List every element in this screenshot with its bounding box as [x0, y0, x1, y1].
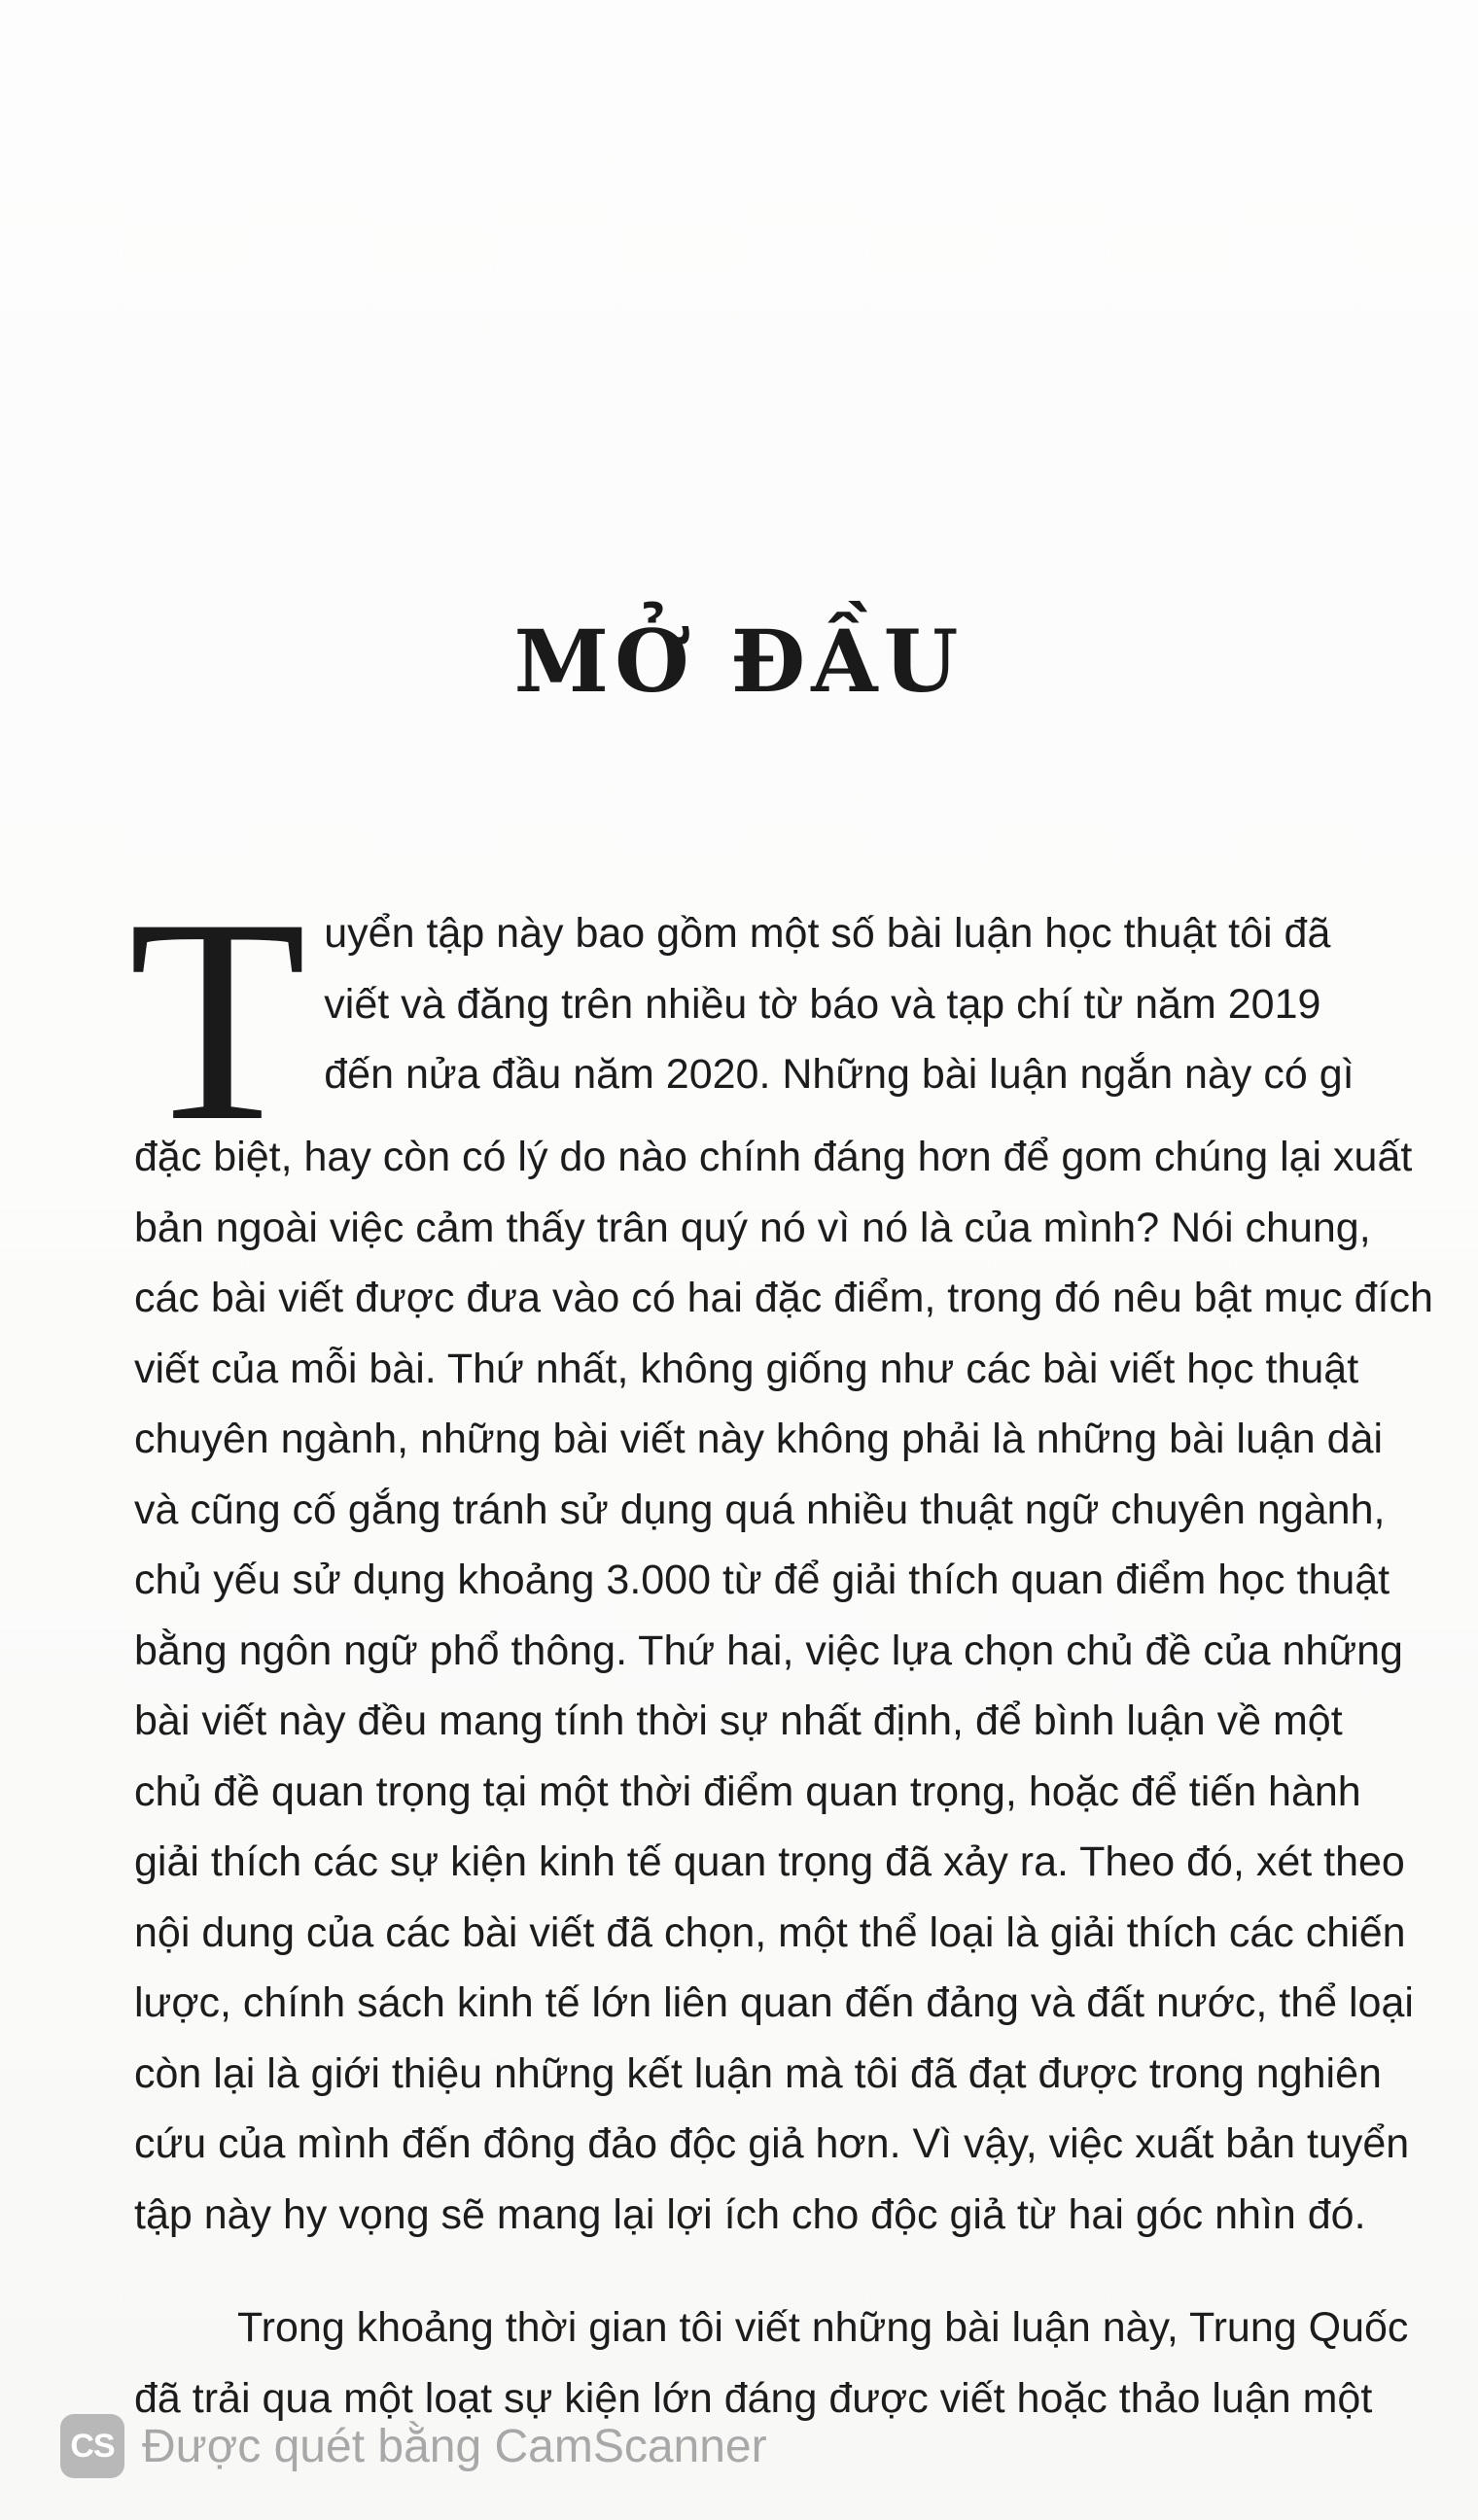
paragraph-line: đã trải qua một loạt sự kiện lớn đáng được viết hoặc thảo luận một — [134, 2374, 1373, 2422]
paragraph-line: viết của mỗi bài. Thứ nhất, không giống như các bài viết học thuật — [134, 1345, 1359, 1392]
paragraph-line: nội dung của các bài viết đã chọn, một thể loại là giải thích các chiến — [134, 1908, 1406, 1956]
paragraph-line: tập này hy vọng sẽ mang lại lợi ích cho độc giả từ hai góc nhìn đó. — [134, 2190, 1366, 2238]
paragraph-line: bài viết này đều mang tính thời sự nhất định, để bình luận về một — [134, 1698, 1343, 1744]
paragraph-line: bản ngoài việc cảm thấy trân quý nó vì nó là của mình? Nói chung, — [134, 1204, 1371, 1251]
paragraph-line: đặc biệt, hay còn có lý do nào chính đáng hơn để gom chúng lại xuất — [134, 1134, 1413, 1180]
paragraph-line: viết và đăng trên nhiều tờ báo và tạp chí từ năm 2019 — [324, 980, 1321, 1028]
paragraph-1 — [128, 858, 1433, 2250]
paragraph-line: và cũng cố gắng tránh sử dụng quá nhiều thuật ngữ chuyên ngành, — [134, 1486, 1386, 1533]
camscanner-logo-icon: CS — [60, 2414, 124, 2478]
paragraph-line: giải thích các sự kiện kinh tế quan trọng đã xảy ra. Theo đó, xét theo — [134, 1838, 1405, 1885]
paragraph-line: chủ yếu sử dụng khoảng 3.000 từ để giải thích quan điểm học thuật — [134, 1557, 1390, 1603]
paragraph-line: chuyên ngành, những bài viết này không phải là những bài luận dài — [134, 1416, 1384, 1462]
chapter-title: MỞ ĐẦU — [513, 611, 965, 712]
paragraph-line: chủ đề quan trọng tại một thời điểm quan trọng, hoặc để tiến hành — [134, 1768, 1361, 1815]
paragraph-line: bằng ngôn ngữ phổ thông. Thứ hai, việc lựa chọn chủ đề của những — [134, 1627, 1403, 1674]
drop-cap: T — [128, 858, 307, 1181]
paragraph-line: lược, chính sách kinh tế lớn liên quan đến đảng và đất nước, thể loại — [134, 1979, 1414, 2026]
camscanner-watermark — [60, 2409, 767, 2483]
paragraph-line: các bài viết được đưa vào có hai đặc điểm, trong đó nêu bật mục đích — [134, 1275, 1433, 1321]
paragraph-line: uyển tập này bao gồm một số bài luận học thuật tôi đã — [324, 910, 1331, 957]
paragraph-line: đến nửa đầu năm 2020. Những bài luận ngắn này có gì — [324, 1051, 1355, 1098]
paragraph-line: còn lại là giới thiệu những kết luận mà tôi đã đạt được trong nghiên — [134, 2049, 1382, 2097]
paragraph-line: cứu của mình đến đông đảo độc giả hơn. Vì vậy, việc xuất bản tuyển — [134, 2120, 1410, 2167]
paragraph-line: Trong khoảng thời gian tôi viết những bài luận này, Trung Quốc — [237, 2304, 1409, 2351]
watermark-text: Được quét bằng CamScanner — [142, 2420, 767, 2472]
